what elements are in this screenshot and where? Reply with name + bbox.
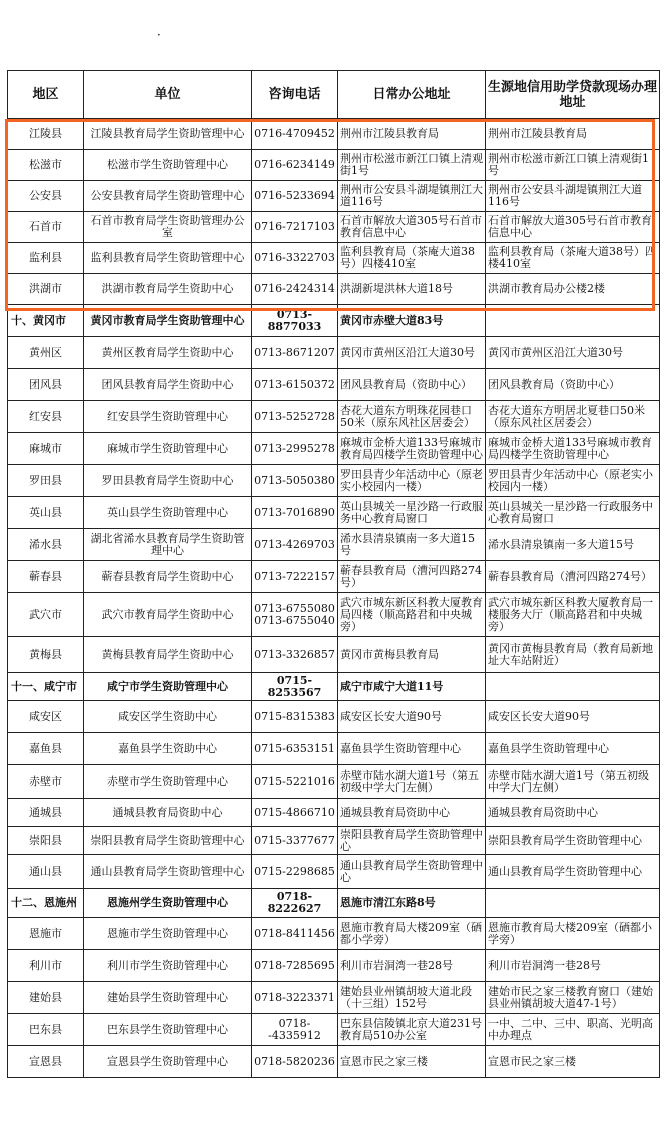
cell-unit: 洪湖市教育局学生资助中心 <box>84 274 252 305</box>
cell-unit: 恩施州学生资助管理中心 <box>84 889 252 918</box>
cell-phone: 0713-7222157 <box>252 561 338 593</box>
cell-phone: 0716-4709452 <box>252 119 338 150</box>
cell-unit: 黄梅县教育局学生资助中心 <box>84 637 252 673</box>
cell-loan <box>486 889 660 918</box>
cell-loan: 黄冈市黄州区沿江大道30号 <box>486 337 660 369</box>
table-row <box>8 181 660 212</box>
cell-region: 浠水县 <box>8 529 84 561</box>
cell-loan: 荆州市公安县斗湖堤镇荆江大道116号 <box>486 181 660 212</box>
cell-office: 武穴市城东新区科教大厦教育局四楼（顺高路君和中央城旁） <box>338 593 486 637</box>
cell-region: 洪湖市 <box>8 274 84 305</box>
cell-phone: 0716-6234149 <box>252 150 338 181</box>
cell-office: 建始县业州镇胡坡大道北段（十三组）152号 <box>338 982 486 1014</box>
table-row <box>8 855 660 889</box>
cell-office: 荆州市江陵县教育局 <box>338 119 486 150</box>
cell-loan: 麻城市金桥大道133号麻城市教育局四楼学生资助管理中心 <box>486 433 660 465</box>
cell-office: 荆州市公安县斗湖堤镇荆江大道116号 <box>338 181 486 212</box>
cell-unit: 通城县教育局资助中心 <box>84 799 252 827</box>
table-row <box>8 529 660 561</box>
cell-phone: 0715-8253567 <box>252 673 338 701</box>
cell-region: 利川市 <box>8 950 84 982</box>
stray-mark: · <box>157 28 161 42</box>
table-row <box>8 401 660 433</box>
cell-region: 通山县 <box>8 855 84 889</box>
cell-region: 武穴市 <box>8 593 84 637</box>
cell-phone: 0715-6353151 <box>252 733 338 765</box>
cell-phone: 0718-8411456 <box>252 918 338 950</box>
cell-office: 石首市解放大道305号石首市教育信息中心 <box>338 212 486 243</box>
cell-phone: 0715-8315383 <box>252 701 338 733</box>
table-row <box>8 274 660 305</box>
table-row <box>8 497 660 529</box>
cell-region: 蕲春县 <box>8 561 84 593</box>
table-row <box>8 369 660 401</box>
cell-unit: 宣恩县学生资助管理中心 <box>84 1046 252 1078</box>
cell-region: 十一、咸宁市 <box>8 673 84 701</box>
cell-phone: 0716-5233694 <box>252 181 338 212</box>
table-row <box>8 433 660 465</box>
cell-phone: 0713-6150372 <box>252 369 338 401</box>
cell-region: 红安县 <box>8 401 84 433</box>
cell-region: 黄梅县 <box>8 637 84 673</box>
cell-office: 咸宁市咸宁大道11号 <box>338 673 486 701</box>
cell-region: 麻城市 <box>8 433 84 465</box>
cell-office: 恩施市清江东路8号 <box>338 889 486 918</box>
cell-loan: 荆州市松滋市新江口镇上清观街1号 <box>486 150 660 181</box>
cell-loan: 赤壁市陆水湖大道1号（第五初级中学大门左侧） <box>486 765 660 799</box>
cell-office: 英山县城关一星沙路一行政服务中心教育局窗口 <box>338 497 486 529</box>
table-row <box>8 982 660 1014</box>
cell-unit: 嘉鱼县学生资助中心 <box>84 733 252 765</box>
table-row <box>8 212 660 243</box>
funding-office-table <box>7 70 660 1078</box>
cell-region: 黄州区 <box>8 337 84 369</box>
cell-phone: 0718-3223371 <box>252 982 338 1014</box>
cell-phone: 0713-8671207 <box>252 337 338 369</box>
cell-phone: 0713-5050380 <box>252 465 338 497</box>
cell-unit: 黄州区教育局学生资助中心 <box>84 337 252 369</box>
cell-loan: 宣恩市民之家三楼 <box>486 1046 660 1078</box>
cell-unit: 利川市学生资助管理中心 <box>84 950 252 982</box>
cell-region: 石首市 <box>8 212 84 243</box>
cell-phone: 0713-2995278 <box>252 433 338 465</box>
cell-loan: 通山县教育局学生资助管理中心 <box>486 855 660 889</box>
cell-unit: 巴东县学生资助管理中心 <box>84 1014 252 1046</box>
table-row <box>8 637 660 673</box>
table-row <box>8 1046 660 1078</box>
cell-phone: 0718-5820236 <box>252 1046 338 1078</box>
cell-unit: 罗田县教育局学生资助中心 <box>84 465 252 497</box>
cell-loan: 荆州市江陵县教育局 <box>486 119 660 150</box>
cell-unit: 武穴市教育局学生资助中心 <box>84 593 252 637</box>
cell-unit: 松滋市学生资助管理中心 <box>84 150 252 181</box>
cell-unit: 恩施市学生资助管理中心 <box>84 918 252 950</box>
header-office: 日常办公地址 <box>338 71 486 119</box>
cell-office: 利川市岩洞湾一巷28号 <box>338 950 486 982</box>
cell-region: 通城县 <box>8 799 84 827</box>
header-region: 地区 <box>8 71 84 119</box>
table-row <box>8 593 660 637</box>
cell-loan <box>486 673 660 701</box>
cell-office: 通城县教育局资助中心 <box>338 799 486 827</box>
cell-phone: 0718-7285695 <box>252 950 338 982</box>
cell-unit: 江陵县教育局学生资助管理中心 <box>84 119 252 150</box>
cell-office: 浠水县清泉镇南一多大道15号 <box>338 529 486 561</box>
cell-office: 黄冈市赤壁大道83号 <box>338 305 486 337</box>
cell-region: 巴东县 <box>8 1014 84 1046</box>
table-row <box>8 733 660 765</box>
cell-region: 赤壁市 <box>8 765 84 799</box>
cell-loan: 监利县教育局（茶庵大道38号）四楼410室 <box>486 243 660 274</box>
table-row <box>8 243 660 274</box>
cell-loan: 英山县城关一星沙路一行政服务中心教育局窗口 <box>486 497 660 529</box>
section-row <box>8 305 660 337</box>
cell-unit: 黄冈市教育局学生资助管理中心 <box>84 305 252 337</box>
cell-loan <box>486 305 660 337</box>
table-row <box>8 150 660 181</box>
table-row <box>8 950 660 982</box>
cell-region: 咸安区 <box>8 701 84 733</box>
cell-office: 蕲春县教育局（漕河四路274号） <box>338 561 486 593</box>
cell-loan: 蕲春县教育局（漕河四路274号） <box>486 561 660 593</box>
cell-unit: 团风县教育局学生资助中心 <box>84 369 252 401</box>
table-row <box>8 799 660 827</box>
cell-region: 十、黄冈市 <box>8 305 84 337</box>
table-row <box>8 827 660 855</box>
header-phone: 咨询电话 <box>252 71 338 119</box>
cell-unit: 咸安区学生资助中心 <box>84 701 252 733</box>
cell-loan: 崇阳县教育局学生资助管理中心 <box>486 827 660 855</box>
cell-loan: 石首市解放大道305号石首市教育信息中心 <box>486 212 660 243</box>
cell-loan: 通城县教育局资助中心 <box>486 799 660 827</box>
cell-region: 江陵县 <box>8 119 84 150</box>
cell-phone: 0713-5252728 <box>252 401 338 433</box>
cell-office: 通山县教育局学生资助管理中心 <box>338 855 486 889</box>
cell-phone: 0715-5221016 <box>252 765 338 799</box>
table-row <box>8 765 660 799</box>
table-body <box>8 119 660 1078</box>
cell-region: 监利县 <box>8 243 84 274</box>
cell-phone: 0713-6755080 0713-6755040 <box>252 593 338 637</box>
cell-unit: 湖北省浠水县教育局学生资助管理中心 <box>84 529 252 561</box>
cell-phone: 0713-7016890 <box>252 497 338 529</box>
cell-unit: 麻城市学生资助管理中心 <box>84 433 252 465</box>
table-row <box>8 701 660 733</box>
cell-office: 巴东县信陵镇北京大道231号教育局510办公室 <box>338 1014 486 1046</box>
header-unit: 单位 <box>84 71 252 119</box>
cell-office: 黄冈市黄州区沿江大道30号 <box>338 337 486 369</box>
cell-phone: 0718--4335912 <box>252 1014 338 1046</box>
cell-loan: 浠水县清泉镇南一多大道15号 <box>486 529 660 561</box>
cell-office: 黄冈市黄梅县教育局 <box>338 637 486 673</box>
table-row <box>8 918 660 950</box>
cell-loan: 一中、二中、三中、职高、光明高中办理点 <box>486 1014 660 1046</box>
cell-unit: 赤壁市学生资助管理中心 <box>84 765 252 799</box>
cell-loan: 团风县教育局（资助中心） <box>486 369 660 401</box>
cell-office: 崇阳县教育局学生资助管理中心 <box>338 827 486 855</box>
cell-loan: 洪湖市教育局办公楼2楼 <box>486 274 660 305</box>
cell-loan: 武穴市城东新区科教大厦教育局一楼服务大厅（顺高路君和中央城旁） <box>486 593 660 637</box>
cell-region: 宣恩县 <box>8 1046 84 1078</box>
header-loan-office: 生源地信用助学贷款现场办理地址 <box>486 71 660 119</box>
cell-office: 罗田县青少年活动中心（原老实小校园内一楼） <box>338 465 486 497</box>
cell-loan: 杏花大道东方明居北夏巷口50米（原东风社区居委会） <box>486 401 660 433</box>
cell-office: 监利县教育局（茶庵大道38号）四楼410室 <box>338 243 486 274</box>
section-row <box>8 889 660 918</box>
cell-loan: 建始市民之家三楼教育窗口（建始县业州镇胡坡大道47-1号） <box>486 982 660 1014</box>
cell-loan: 利川市岩洞湾一巷28号 <box>486 950 660 982</box>
table-row <box>8 119 660 150</box>
cell-region: 松滋市 <box>8 150 84 181</box>
table-row <box>8 1014 660 1046</box>
cell-region: 十二、恩施州 <box>8 889 84 918</box>
cell-loan: 嘉鱼县学生资助管理中心 <box>486 733 660 765</box>
cell-phone: 0715-2298685 <box>252 855 338 889</box>
table-header-row <box>8 71 660 119</box>
cell-office: 宣恩市民之家三楼 <box>338 1046 486 1078</box>
cell-phone: 0716-3322703 <box>252 243 338 274</box>
cell-office: 洪湖新堤洪林大道18号 <box>338 274 486 305</box>
cell-unit: 崇阳县教育局学生资助管理中心 <box>84 827 252 855</box>
cell-phone: 0718-8222627 <box>252 889 338 918</box>
cell-region: 英山县 <box>8 497 84 529</box>
cell-region: 罗田县 <box>8 465 84 497</box>
table-row <box>8 465 660 497</box>
cell-office: 杏花大道东方明珠花园巷口50米（原东风社区居委会） <box>338 401 486 433</box>
cell-unit: 红安县学生资助管理中心 <box>84 401 252 433</box>
cell-loan: 咸安区长安大道90号 <box>486 701 660 733</box>
table-row <box>8 337 660 369</box>
cell-unit: 咸宁市学生资助管理中心 <box>84 673 252 701</box>
cell-phone: 0713-8877033 <box>252 305 338 337</box>
cell-region: 团风县 <box>8 369 84 401</box>
cell-unit: 通山县教育局学生资助管理中心 <box>84 855 252 889</box>
cell-office: 荆州市松滋市新江口镇上清观街1号 <box>338 150 486 181</box>
cell-region: 崇阳县 <box>8 827 84 855</box>
table-row <box>8 561 660 593</box>
cell-loan: 罗田县青少年活动中心（原老实小校园内一楼） <box>486 465 660 497</box>
cell-phone: 0715-4866710 <box>252 799 338 827</box>
cell-unit: 蕲春县教育局学生资助中心 <box>84 561 252 593</box>
cell-phone: 0715-3377677 <box>252 827 338 855</box>
cell-office: 赤壁市陆水湖大道1号（第五初级中学大门左侧） <box>338 765 486 799</box>
cell-unit: 监利县教育局学生资助管理中心 <box>84 243 252 274</box>
cell-office: 嘉鱼县学生资助管理中心 <box>338 733 486 765</box>
cell-region: 嘉鱼县 <box>8 733 84 765</box>
cell-unit: 石首市教育局学生资助管理办公室 <box>84 212 252 243</box>
cell-phone: 0713-4269703 <box>252 529 338 561</box>
cell-phone: 0716-7217103 <box>252 212 338 243</box>
cell-region: 公安县 <box>8 181 84 212</box>
cell-office: 恩施市教育局大楼209室（硒都小学旁） <box>338 918 486 950</box>
cell-region: 恩施市 <box>8 918 84 950</box>
cell-office: 团风县教育局（资助中心） <box>338 369 486 401</box>
cell-loan: 黄冈市黄梅县教育局（教育局新地址大车站附近） <box>486 637 660 673</box>
cell-office: 咸安区长安大道90号 <box>338 701 486 733</box>
cell-loan: 恩施市教育局大楼209室（硒都小学旁） <box>486 918 660 950</box>
cell-unit: 英山县学生资助管理中心 <box>84 497 252 529</box>
cell-phone: 0716-2424314 <box>252 274 338 305</box>
cell-unit: 建始县学生资助管理中心 <box>84 982 252 1014</box>
cell-region: 建始县 <box>8 982 84 1014</box>
section-row <box>8 673 660 701</box>
cell-phone: 0713-3326857 <box>252 637 338 673</box>
cell-unit: 公安县教育局学生资助管理中心 <box>84 181 252 212</box>
cell-office: 麻城市金桥大道133号麻城市教育局四楼学生资助管理中心 <box>338 433 486 465</box>
